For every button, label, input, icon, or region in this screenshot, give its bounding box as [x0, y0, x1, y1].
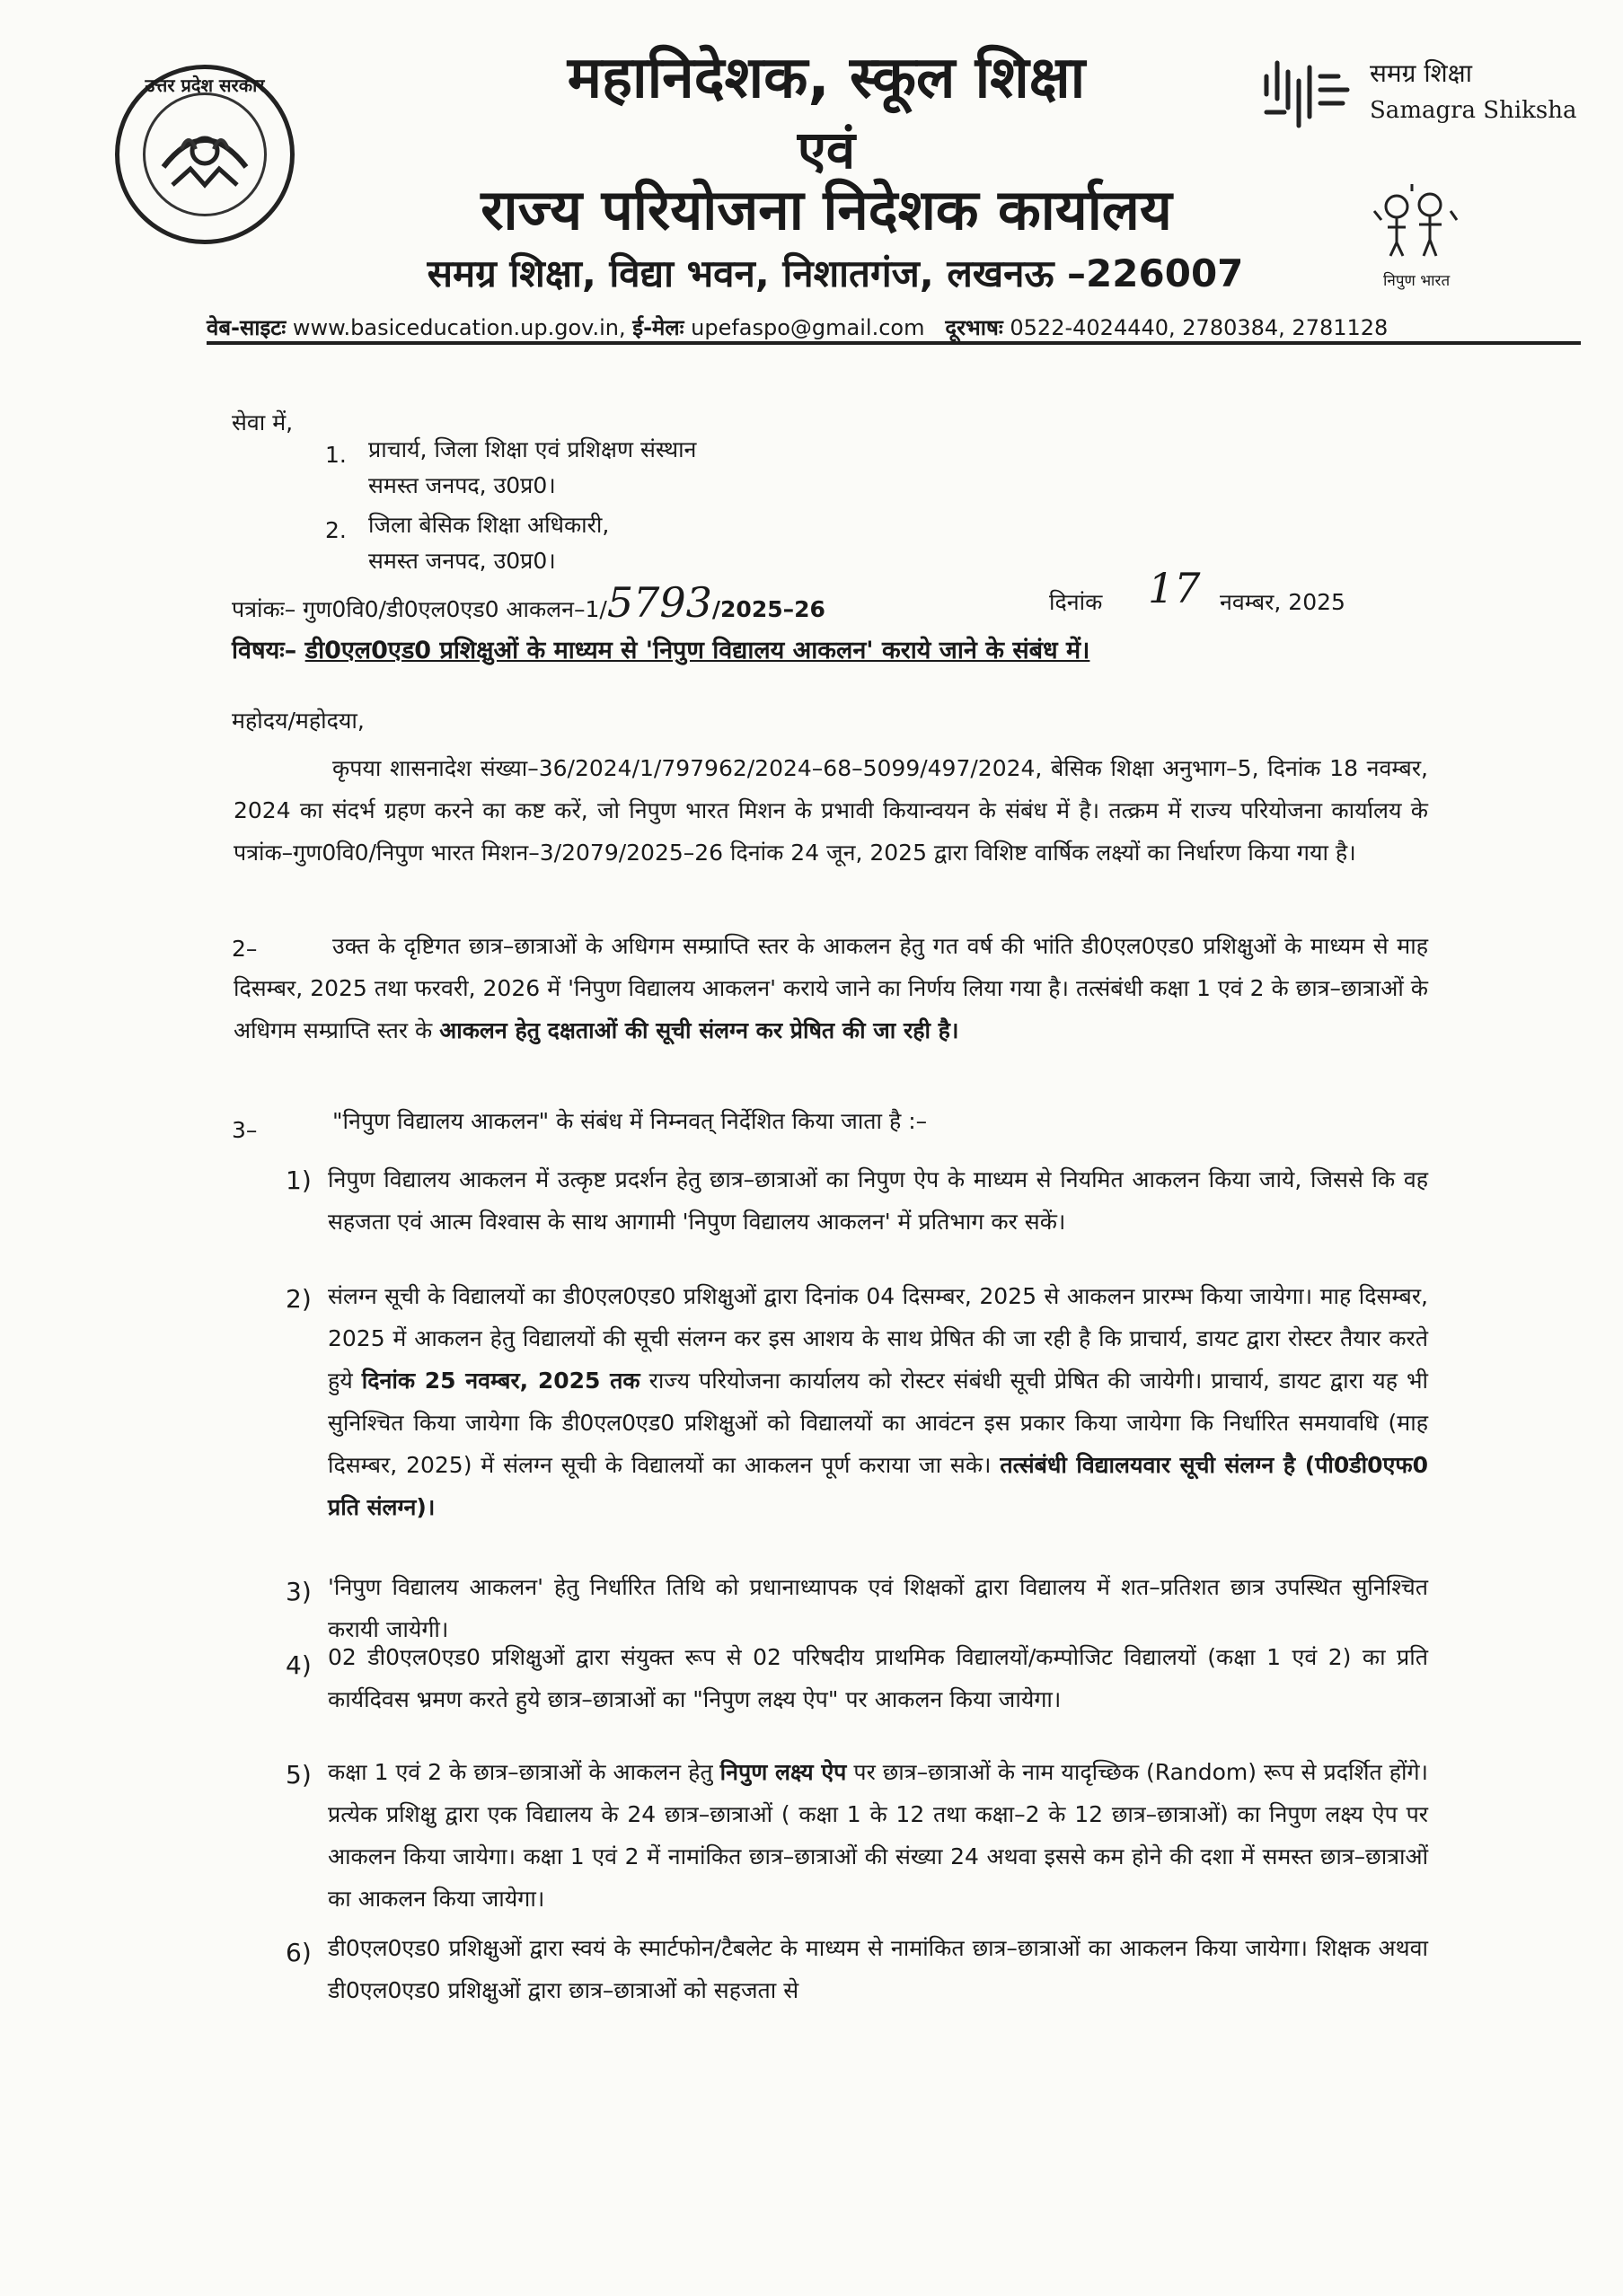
samagra-english-label: Samagra Shiksha: [1370, 97, 1577, 124]
handwritten-date-day: 17: [1148, 564, 1201, 612]
reference-suffix: /2025–26: [711, 596, 825, 622]
item-5-text-b: पर छात्र–छात्राओं के नाम यादृच्छिक (Random) रूप से प्रदर्शित होंगे। प्रत्येक प्रशिक्षु द्वारा एक विद्यालय के 24 छात्र–छात्राओं ( कक्षा 1 के 12 तथा कक्षा–2 के 12 छात्र–छात्राओं) का निपुण लक्ष्य ऐप पर आकलन किया जायेगा। कक्षा 1 एवं 2 में नामांकित छात्र–छात्राओं की संख्या 24 अथवा इससे कम होने की दशा में समस्त छात्र–छात्राओं का आकलन किया जायेगा।: [328, 1759, 1429, 1912]
phone-label: दूरभाषः: [945, 315, 1003, 340]
recipient-2-line1: जिला बेसिक शिक्षा अधिकारी,: [368, 512, 610, 538]
nipun-bharat-logo-icon: [1356, 175, 1473, 260]
recipient-1-line2: समस्त जनपद, उ0प्र0।: [368, 472, 556, 498]
office-title-line3: राज्य परियोजना निदेशक कार्यालय: [481, 177, 1172, 242]
item-5-text-a: कक्षा 1 एवं 2 के छात्र–छात्राओं के आकलन हेतु: [328, 1759, 713, 1785]
recipient-1-number: 1.: [325, 442, 347, 468]
paragraph-2-bold: आकलन हेतु दक्षताओं की सूची संलग्न कर प्रेषित की जा रही है।: [439, 1017, 959, 1043]
item-4-number: 4): [286, 1650, 312, 1680]
item-2-text-a: संलग्न सूची के विद्यालयों का डी0एल0एड0 प्रशिक्षुओं द्वारा दिनांक 04 दिसम्बर, 2025 से आकलन प्रारम्भ किया जायेगा। माह दिसम्बर, 2025 में आकलन हेतु विद्यालयों की सूची संलग्न कर इस आशय के साथ प्रेषित की जा रही है कि प्राचार्य, डायट द्वारा रोस्टर तैयार करते हुये: [328, 1283, 1428, 1394]
paragraph-1: कृपया शासनादेश संख्या–36/2024/1/797962/2024–68–5099/497/2024, बेसिक शिक्षा अनुभाग–5, दिनांक 18 नवम्बर, 2024 का संदर्भ ग्रहण करने का कष्ट करें, जो निपुण भारत मिशन के प्रभावी कियान्वयन के संबंध में है। तत्क्रम में राज्य परियोजना कार्यालय के पत्रांक–गुण0वि0/निपुण भारत मिशन–3/2079/2025–26 दिनांक 24 जून, 2025 द्वारा विशिष्ट वार्षिक लक्ष्यों का निर्धारण किया गया है।: [234, 755, 1428, 866]
up-government-seal: [115, 65, 295, 244]
recipient-2-number: 2.: [325, 517, 347, 543]
item-5-bold-a: निपुण लक्ष्य ऐप: [719, 1759, 847, 1785]
date-label: दिनांक: [1049, 589, 1103, 615]
nipun-bharat-label: निपुण भारत: [1383, 272, 1451, 290]
item-2-bold-b: तत्संबंधी विद्यालयवार सूची संलग्न है (पी0डी0एफ0 प्रति संलग्न)।: [328, 1452, 1429, 1520]
website-link[interactable]: www.basiceducation.up.gov.in,: [292, 315, 626, 340]
paragraph-2: [234, 925, 1428, 1051]
samagra-shiksha-logo-icon: [1257, 49, 1365, 139]
subject-line: [232, 630, 1426, 672]
contact-line: [207, 312, 1446, 342]
item-4-text: 02 डी0एल0एड0 प्रशिक्षुओं द्वारा संयुक्त रूप से 02 परिषदीय प्राथमिक विद्यालयों/कम्पोजिट विद्यालयों (कक्षा 1 एवं 2) का प्रति कार्यदिवस भ्रमण करते हुये छात्र–छात्राओं का "निपुण लक्ष्य ऐप" पर आकलन किया जायेगा।: [328, 1644, 1428, 1712]
item-1-number: 1): [286, 1166, 312, 1195]
paragraph-3-text: "निपुण विद्यालय आकलन" के संबंध में निम्नवत् निर्देशित किया जाता है :–: [332, 1108, 928, 1134]
office-title-line2: एवं: [797, 119, 856, 180]
seal-emblem-icon: [143, 92, 267, 216]
item-3-number: 3): [286, 1577, 312, 1606]
recipient-2-line2: समस्त जनपद, उ0प्र0।: [368, 548, 556, 574]
item-5-number: 5): [286, 1760, 312, 1790]
reference-prefix: पत्रांकः– गुण0वि0/डी0एल0एड0 आकलन–1/: [232, 596, 607, 622]
email-link[interactable]: upefaspo@gmail.com: [691, 315, 925, 340]
office-title-line1: महानिदेशक, स्कूल शिक्षा: [567, 45, 1086, 111]
paragraph-3-number: 3–: [232, 1117, 258, 1143]
paragraph-2-number: 2–: [232, 936, 258, 962]
item-2-text: [328, 1275, 1428, 1528]
item-2-bold-a: दिनांक 25 नवम्बर, 2025 तक: [361, 1368, 640, 1394]
item-3-text: 'निपुण विद्यालय आकलन' हेतु निर्धारित तिथि को प्रधानाध्यापक एवं शिक्षकों द्वारा विद्यालय में शत–प्रतिशत छात्र उपस्थित सुनिश्चित करायी जायेगी।: [328, 1574, 1428, 1642]
item-1-text: निपुण विद्यालय आकलन में उत्कृष्ट प्रदर्शन हेतु छात्र–छात्राओं का निपुण ऐप के माध्यम से नियमित आकलन किया जाये, जिससे कि वह सहजता एवं आत्म विश्वास के साथ आगामी 'निपुण विद्यालय आकलन' में प्रतिभाग कर सकें।: [328, 1166, 1428, 1235]
recipient-1-line1: प्राचार्य, जिला शिक्षा एवं प्रशिक्षण संस्थान: [368, 436, 697, 462]
subject-text: डी0एल0एड0 प्रशिक्षुओं के माध्यम से 'निपुण विद्यालय आकलन' कराये जाने के संबंध में।: [304, 637, 1090, 664]
email-label: ई-मेलः: [632, 315, 684, 340]
salutation-to: सेवा में,: [232, 409, 294, 435]
seal-text: उत्तर प्रदेश सरकार: [145, 75, 265, 96]
item-2-number: 2): [286, 1284, 312, 1314]
phone-number: 0522-4024440, 2780384, 2781128: [1010, 315, 1389, 340]
office-address: समग्र शिक्षा, विद्या भवन, निशातगंज, लखनऊ –226007: [427, 251, 1244, 295]
item-2-text-b: राज्य परियोजना कार्यालय को रोस्टर संबंधी सूची प्रेषित की जायेगी। प्राचार्य, डायट द्वारा यह भी सुनिश्चित किया जायेगा कि डी0एल0एड0 प्रशिक्षुओं को विद्यालयों का आवंटन इस प्रकार किया जायेगा कि निर्धारित समयावधि (माह दिसम्बर, 2025) में संलग्न सूची के विद्यालयों का आकलन पूर्ण कराया जा सके।: [328, 1368, 1429, 1478]
item-6-number: 6): [286, 1938, 312, 1967]
item-6-text: डी0एल0एड0 प्रशिक्षुओं द्वारा स्वयं के स्मार्टफोन/टैबलेट के माध्यम से नामांकित छात्र–छात्राओं का आकलन किया जायेगा। शिक्षक अथवा डी0एल0एड0 प्रशिक्षुओं द्वारा छात्र–छात्राओं को सहजता से: [328, 1935, 1428, 2003]
greeting: महोदय/महोदया,: [232, 708, 365, 734]
item-5-text: [328, 1751, 1428, 1920]
paragraph-2-text: उक्त के दृष्टिगत छात्र–छात्राओं के अधिगम सम्प्राप्ति स्तर के आकलन हेतु गत वर्ष की भांति डी0एल0एड0 प्रशिक्षुओं के माध्यम से माह दिसम्बर, 2025 तथा फरवरी, 2026 में 'निपुण विद्यालय आकलन' कराये जाने का निर्णय लिया गया है। तत्संबंधी कक्षा 1 एवं 2 के छात्र–छात्राओं के अधिगम सम्प्राप्ति स्तर के: [234, 933, 1428, 1043]
header-divider: [207, 341, 1581, 345]
subject-label: विषयः–: [232, 637, 297, 664]
handwritten-letter-number: 5793: [606, 578, 712, 627]
date-rest: नवम्बर, 2025: [1220, 589, 1345, 615]
samagra-hindi-label: समग्र शिक्षा: [1370, 58, 1472, 88]
website-label: वेब-साइटः: [207, 315, 287, 340]
